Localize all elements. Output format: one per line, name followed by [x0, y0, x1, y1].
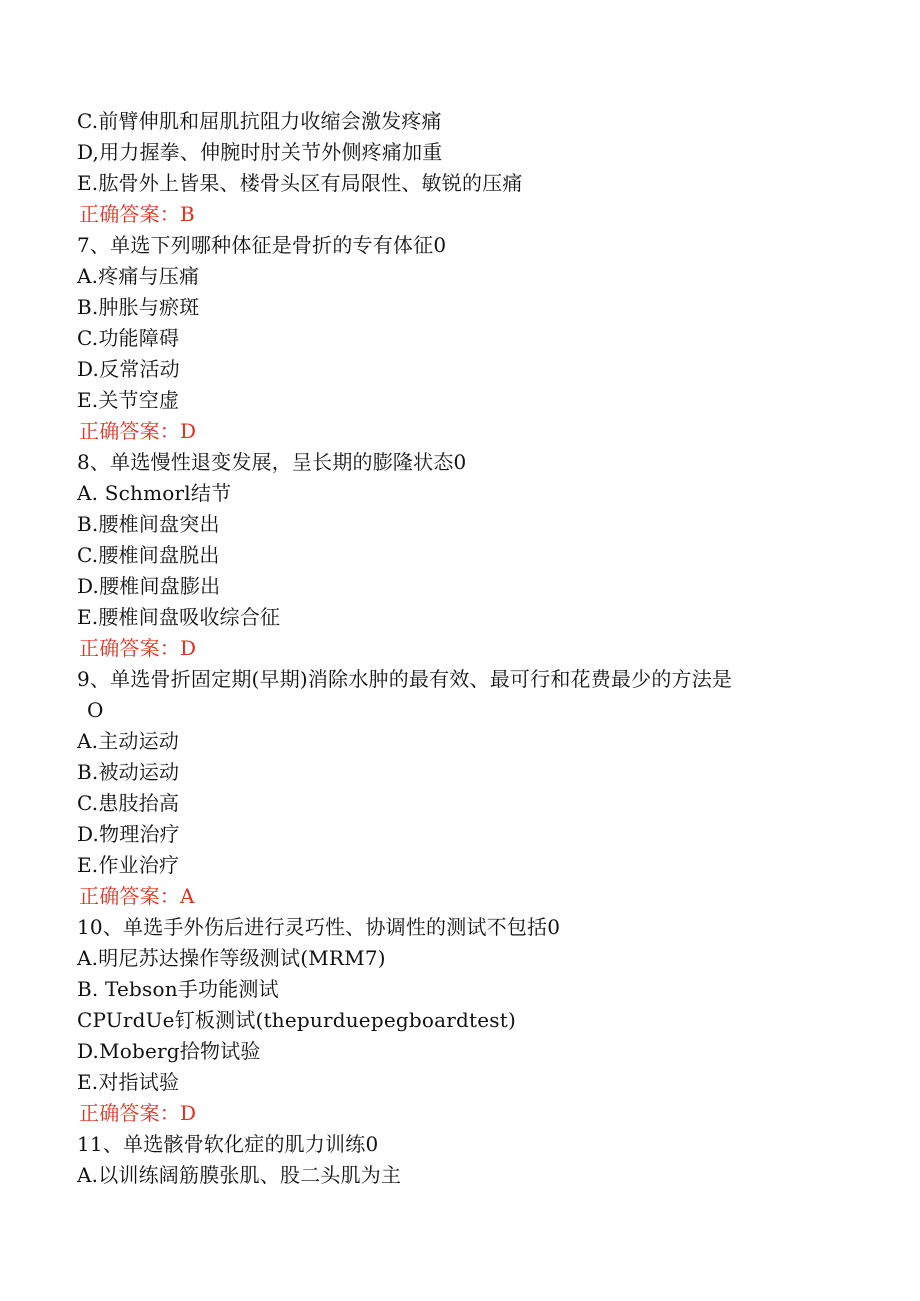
option-line: A.主动运动	[77, 729, 180, 753]
question-9-continuation: O	[87, 698, 104, 722]
option-line: E.关节空虚	[77, 388, 180, 412]
option-line: C.腰椎间盘脱出	[77, 543, 220, 567]
option-line: D.反常活动	[77, 357, 180, 381]
correct-answer: 正确答案：D	[79, 636, 197, 660]
question-7: 7、单选下列哪种体征是骨折的专有体征0	[77, 233, 447, 257]
option-line: D,用力握拳、伸腕时肘关节外侧疼痛加重	[77, 140, 443, 164]
option-line: A. Schmorl结节	[77, 481, 232, 505]
option-line: C.前臂伸肌和屈肌抗阻力收缩会激发疼痛	[77, 109, 442, 133]
option-line: D.Moberg拾物试验	[77, 1039, 261, 1063]
correct-answer: 正确答案：A	[79, 884, 195, 908]
option-line: E.腰椎间盘吸收综合征	[77, 605, 281, 629]
option-line: E.作业治疗	[77, 853, 180, 877]
option-line: C.患肢抬高	[77, 791, 180, 815]
option-line: A.明尼苏达操作等级测试(MRM7)	[77, 946, 386, 970]
option-line: A.以训练阔筋膜张肌、股二头肌为主	[77, 1163, 402, 1187]
option-line: D.腰椎间盘膨出	[77, 574, 221, 598]
option-line: A.疼痛与压痛	[77, 264, 200, 288]
question-11: 11、单选骸骨软化症的肌力训练0	[77, 1132, 379, 1156]
option-line: E.肱骨外上皆果、楼骨头区有局限性、敏锐的压痛	[77, 171, 523, 195]
option-line: B.腰椎间盘突出	[77, 512, 220, 536]
option-line: E.对指试验	[77, 1070, 180, 1094]
question-8: 8、单选慢性退变发展，呈长期的膨隆状态0	[77, 450, 467, 474]
correct-answer: 正确答案：B	[79, 202, 195, 226]
question-9: 9、单选骨折固定期(早期)消除水肿的最有效、最可行和花费最少的方法是	[77, 667, 733, 691]
question-10: 10、单选手外伤后进行灵巧性、协调性的测试不包括0	[77, 915, 561, 939]
option-line: B. Tebson手功能测试	[77, 977, 279, 1001]
option-line: B.肿胀与瘀斑	[77, 295, 200, 319]
option-line: C.功能障碍	[77, 326, 180, 350]
option-line: B.被动运动	[77, 760, 180, 784]
document-page	[77, 106, 857, 1191]
option-line: CPUrdUe钉板测试(thepurduepegboardtest)	[77, 1008, 516, 1032]
correct-answer: 正确答案：D	[79, 1101, 197, 1125]
correct-answer: 正确答案：D	[79, 419, 197, 443]
option-line: D.物理治疗	[77, 822, 180, 846]
